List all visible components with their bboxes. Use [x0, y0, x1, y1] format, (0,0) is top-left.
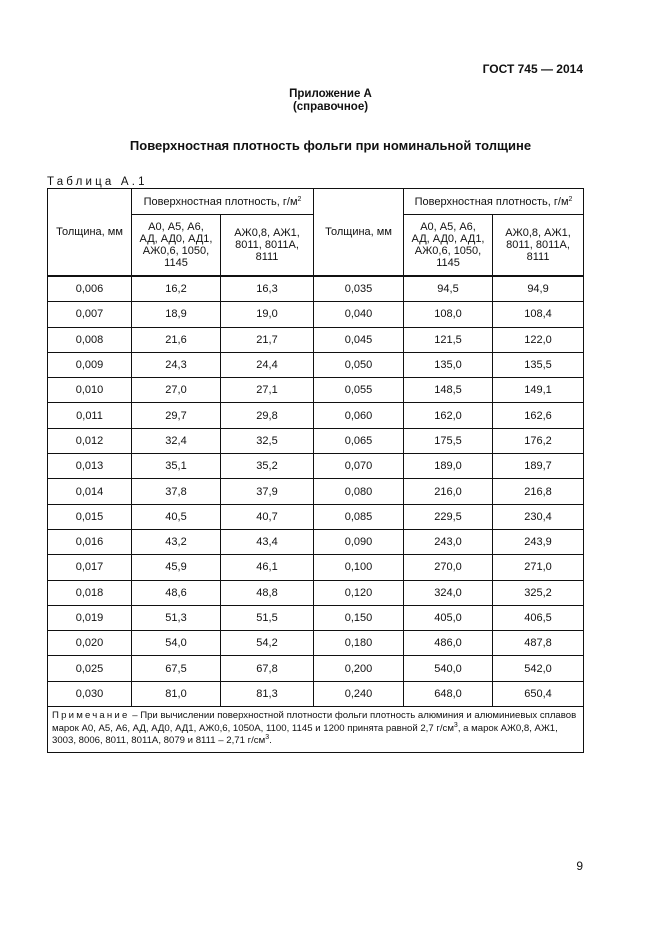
cell-density-group1-left: 32,4	[132, 428, 221, 453]
cell-density-group1-right: 94,5	[404, 276, 493, 302]
cell-density-group1-right: 162,0	[404, 403, 493, 428]
cell-thickness-left: 0,017	[48, 555, 132, 580]
cell-thickness-right: 0,180	[314, 631, 404, 656]
table-row	[48, 428, 584, 453]
table-row	[48, 681, 584, 706]
cell-thickness-left: 0,019	[48, 605, 132, 630]
cell-thickness-right: 0,120	[314, 580, 404, 605]
table-row	[48, 454, 584, 479]
cell-thickness-left: 0,010	[48, 378, 132, 403]
cell-thickness-left: 0,020	[48, 631, 132, 656]
cell-thickness-left: 0,030	[48, 681, 132, 706]
cell-density-group1-right: 189,0	[404, 454, 493, 479]
cell-thickness-right: 0,070	[314, 454, 404, 479]
cell-thickness-left: 0,013	[48, 454, 132, 479]
table-row	[48, 656, 584, 681]
page-number: 9	[576, 859, 583, 873]
cell-thickness-right: 0,040	[314, 302, 404, 327]
table-row	[48, 504, 584, 529]
cell-density-group2-right: 189,7	[493, 454, 584, 479]
cell-thickness-left: 0,015	[48, 504, 132, 529]
cell-density-group1-left: 45,9	[132, 555, 221, 580]
cell-thickness-right: 0,150	[314, 605, 404, 630]
cell-density-group1-left: 24,3	[132, 352, 221, 377]
header-thickness-left: Толщина, мм	[48, 189, 132, 277]
cell-density-group2-left: 67,8	[221, 656, 314, 681]
cell-density-group2-left: 54,2	[221, 631, 314, 656]
cell-density-group2-left: 32,5	[221, 428, 314, 453]
cell-density-group1-left: 16,2	[132, 276, 221, 302]
cell-density-group2-left: 40,7	[221, 504, 314, 529]
table-row	[48, 555, 584, 580]
cell-density-group1-right: 486,0	[404, 631, 493, 656]
header-surface-density-right: Поверхностная плотность, $г/м^2$	[404, 189, 584, 215]
cell-density-group2-right: 162,6	[493, 403, 584, 428]
cell-density-group1-left: 40,5	[132, 504, 221, 529]
cell-density-group2-right: 650,4	[493, 681, 584, 706]
cell-density-group1-left: 43,2	[132, 529, 221, 554]
cell-density-group1-right: 405,0	[404, 605, 493, 630]
cell-density-group1-left: 51,3	[132, 605, 221, 630]
cell-density-group2-left: 29,8	[221, 403, 314, 428]
cell-density-group2-right: 406,5	[493, 605, 584, 630]
cell-density-group2-right: 135,5	[493, 352, 584, 377]
cell-thickness-left: 0,011	[48, 403, 132, 428]
cell-thickness-left: 0,016	[48, 529, 132, 554]
header-alloy-group-1-left: А0, А5, А6, АД, АД0, АД1, АЖ0,6, 1050, 1145	[132, 215, 221, 277]
appendix-title: Приложение А	[289, 88, 372, 100]
cell-density-group2-left: 46,1	[221, 555, 314, 580]
cell-density-group2-left: 21,7	[221, 327, 314, 352]
cell-density-group2-right: 176,2	[493, 428, 584, 453]
cell-density-group2-left: 16,3	[221, 276, 314, 302]
table-row	[48, 479, 584, 504]
cell-density-group1-right: 648,0	[404, 681, 493, 706]
cell-density-group1-right: 121,5	[404, 327, 493, 352]
header-surface-density-left: Поверхностная плотность, $г/м^2$	[132, 189, 314, 215]
table-row	[48, 605, 584, 630]
cell-density-group1-left: 54,0	[132, 631, 221, 656]
cell-density-group2-right: 487,8	[493, 631, 584, 656]
cell-density-group1-right: 540,0	[404, 656, 493, 681]
cell-density-group2-left: 19,0	[221, 302, 314, 327]
cell-density-group2-right: 542,0	[493, 656, 584, 681]
cell-density-group2-left: 48,8	[221, 580, 314, 605]
cell-density-group1-left: 48,6	[132, 580, 221, 605]
header-alloy-group-2-right: АЖ0,8, АЖ1, 8011, 8011А, 8111	[493, 215, 584, 277]
cell-thickness-left: 0,009	[48, 352, 132, 377]
cell-thickness-left: 0,008	[48, 327, 132, 352]
cell-thickness-right: 0,090	[314, 529, 404, 554]
table-label: Таблица А.1	[47, 176, 148, 188]
table-row	[48, 529, 584, 554]
cell-density-group2-right: 108,4	[493, 302, 584, 327]
cell-thickness-right: 0,100	[314, 555, 404, 580]
cell-density-group2-left: 24,4	[221, 352, 314, 377]
appendix-subtitle: (справочное)	[292, 101, 369, 113]
header-alloy-group-2-left: АЖ0,8, АЖ1, 8011, 8011А, 8111	[221, 215, 314, 277]
cell-density-group1-left: 37,8	[132, 479, 221, 504]
cell-density-group2-right: 216,8	[493, 479, 584, 504]
cell-density-group2-right: 94,9	[493, 276, 584, 302]
cell-thickness-left: 0,014	[48, 479, 132, 504]
cell-density-group1-right: 175,5	[404, 428, 493, 453]
cell-thickness-right: 0,045	[314, 327, 404, 352]
cell-thickness-left: 0,012	[48, 428, 132, 453]
cell-density-group1-left: 35,1	[132, 454, 221, 479]
cell-thickness-left: 0,018	[48, 580, 132, 605]
header-thickness-right: Толщина, мм	[314, 189, 404, 277]
cell-thickness-right: 0,200	[314, 656, 404, 681]
surface-density-table	[47, 188, 584, 753]
cell-density-group2-left: 37,9	[221, 479, 314, 504]
cell-density-group2-right: 230,4	[493, 504, 584, 529]
cell-density-group1-left: 21,6	[132, 327, 221, 352]
table-row	[48, 327, 584, 352]
cell-thickness-left: 0,007	[48, 302, 132, 327]
cell-thickness-left: 0,025	[48, 656, 132, 681]
cell-density-group2-right: 325,2	[493, 580, 584, 605]
cell-density-group2-right: 243,9	[493, 529, 584, 554]
cell-density-group1-left: 67,5	[132, 656, 221, 681]
cell-density-group1-right: 324,0	[404, 580, 493, 605]
cell-density-group1-right: 216,0	[404, 479, 493, 504]
cell-density-group1-left: 27,0	[132, 378, 221, 403]
table-row	[48, 631, 584, 656]
cell-thickness-right: 0,035	[314, 276, 404, 302]
header-alloy-group-1-right: А0, А5, А6, АД, АД0, АД1, АЖ0,6, 1050, 1145	[404, 215, 493, 277]
cell-density-group1-right: 135,0	[404, 352, 493, 377]
document-code: ГОСТ 745 — 2014	[482, 62, 583, 76]
table-row	[48, 580, 584, 605]
table-row	[48, 403, 584, 428]
cell-thickness-right: 0,240	[314, 681, 404, 706]
table-note: Примечание – При вычислении поверхностной плотности фольги плотность алюминия и алюминиевых сплавов марок А0, А5, А6, АД, АД0, АД1, АЖ0,6, 1050А, 1100, 1145 и 1200 принята равной 2,7 $г/см^3$, а марок АЖ0,8, АЖ1, 3003, 8006, 8011, 8011А, 8079 и 8111 – 2,71 $г/см^3$.	[48, 707, 584, 753]
cell-density-group1-right: 148,5	[404, 378, 493, 403]
table-row	[48, 378, 584, 403]
cell-thickness-left: 0,006	[48, 276, 132, 302]
table-row	[48, 352, 584, 377]
appendix-heading	[0, 88, 661, 114]
page-title: Поверхностная плотность фольги при номинальной толщине	[129, 138, 532, 153]
cell-thickness-right: 0,050	[314, 352, 404, 377]
cell-density-group2-left: 43,4	[221, 529, 314, 554]
cell-density-group1-right: 229,5	[404, 504, 493, 529]
table-row	[48, 276, 584, 302]
cell-density-group1-right: 243,0	[404, 529, 493, 554]
cell-thickness-right: 0,055	[314, 378, 404, 403]
table-row	[48, 302, 584, 327]
cell-density-group2-left: 35,2	[221, 454, 314, 479]
cell-density-group1-right: 108,0	[404, 302, 493, 327]
cell-thickness-right: 0,080	[314, 479, 404, 504]
cell-density-group2-right: 271,0	[493, 555, 584, 580]
cell-density-group2-right: 122,0	[493, 327, 584, 352]
cell-density-group1-left: 81,0	[132, 681, 221, 706]
cell-thickness-right: 0,065	[314, 428, 404, 453]
cell-density-group1-left: 29,7	[132, 403, 221, 428]
cell-density-group2-right: 149,1	[493, 378, 584, 403]
cell-density-group1-right: 270,0	[404, 555, 493, 580]
cell-density-group2-left: 51,5	[221, 605, 314, 630]
cell-density-group1-left: 18,9	[132, 302, 221, 327]
cell-density-group2-left: 27,1	[221, 378, 314, 403]
cell-thickness-right: 0,085	[314, 504, 404, 529]
cell-density-group2-left: 81,3	[221, 681, 314, 706]
cell-thickness-right: 0,060	[314, 403, 404, 428]
